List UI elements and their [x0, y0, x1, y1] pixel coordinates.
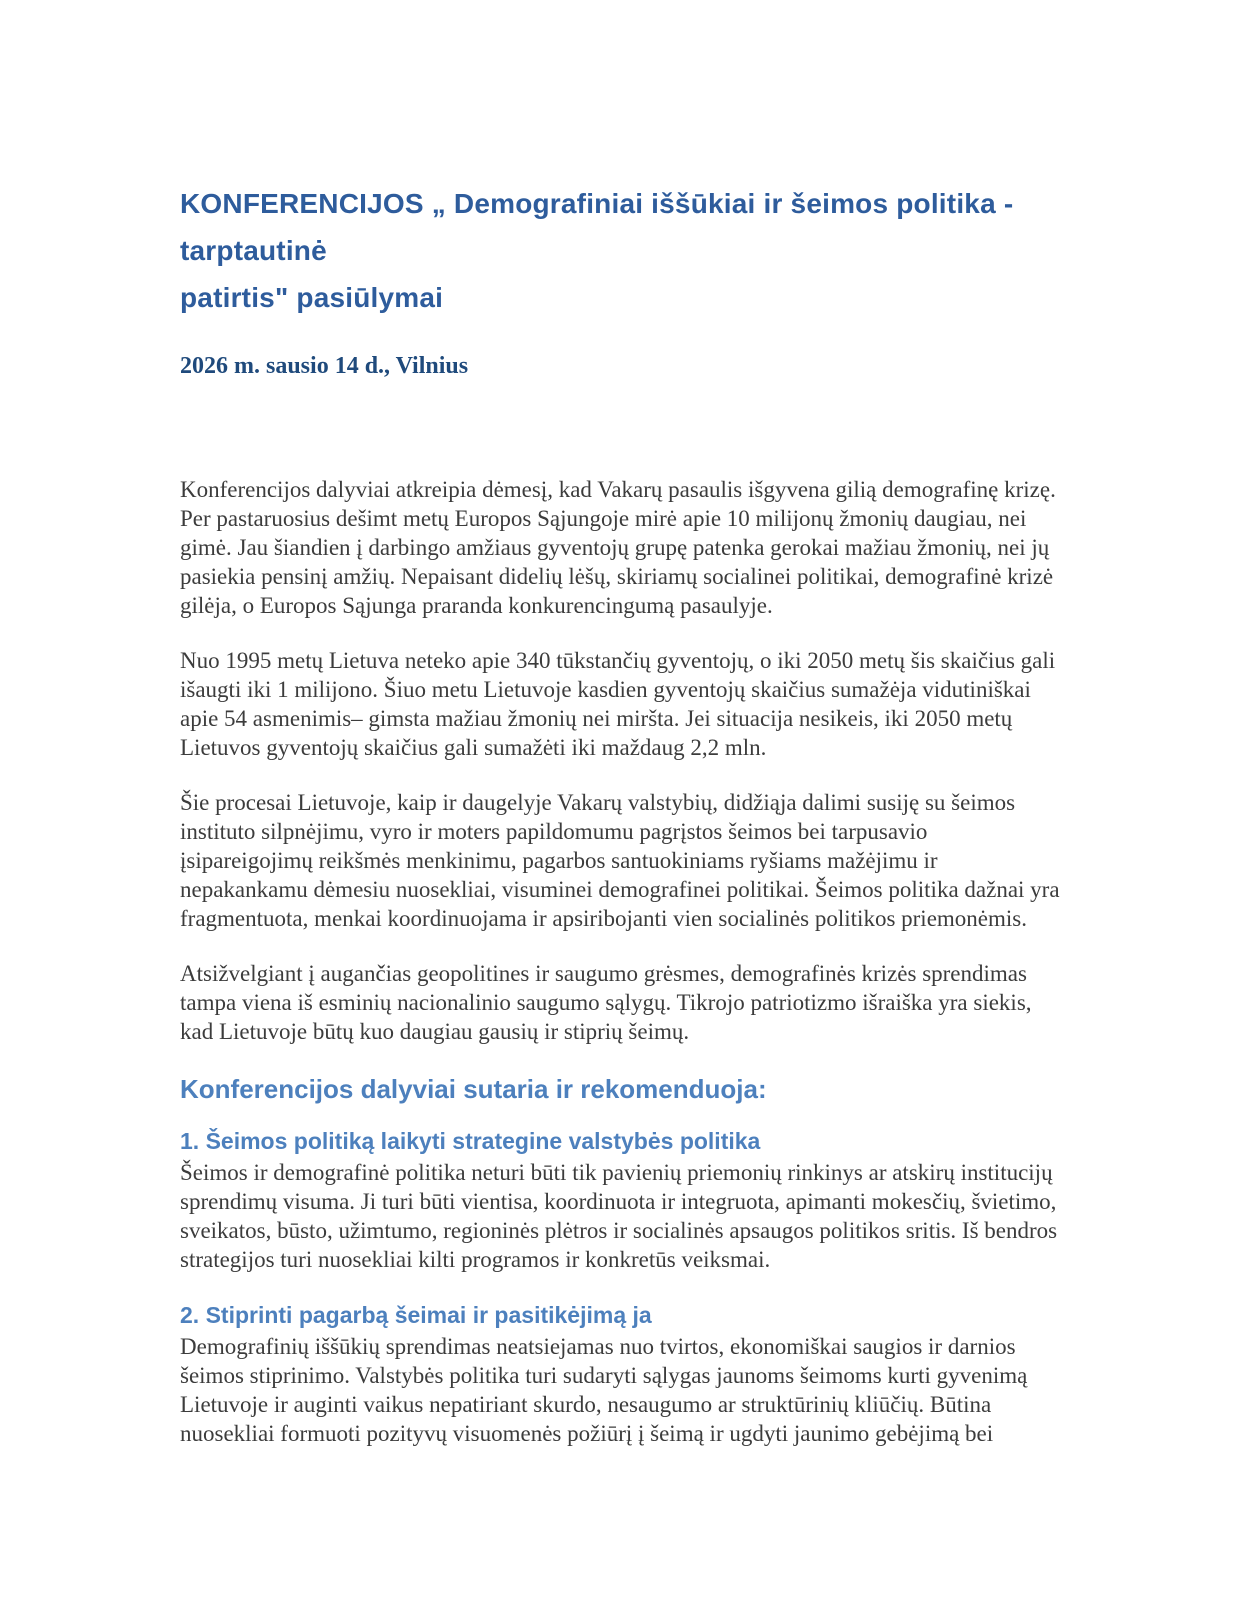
recommendation-2-body: Demografinių iššūkių sprendimas neatsiejamas nuo tvirtos, ekonomiškai saugios ir darnios šeimos stiprinimo. Valstybės politika turi sudaryti sąlygas jaunoms šeimoms kurti gyvenimą Lietuvoje ir auginti vaikus nepatiriant skurdo, nesaugumo ar struktūrinių kliūčių. Būtina nuosekliai formuoti pozityvų visuomenės požiūrį į šeimą ir ugdyti jaunimo gebėjimą bei	[180, 1334, 1028, 1446]
recommendation-1-heading: 1. Šeimos politiką laikyti strategine valstybės politika	[180, 1128, 761, 1154]
intro-paragraph-4: Atsižvelgiant į augančias geopolitines ir saugumo grėsmes, demografinės krizės sprendimas tampa viena iš esminių nacionalinio saugumo sąlygų. Tikrojo patriotizmo išraiška yra siekis, kad Lietuvoje būtų kuo daugiau gausių ir stiprių šeimų.	[180, 961, 1032, 1044]
document-title-line-2: patirtis" pasiūlymai	[180, 282, 444, 313]
intro-paragraph-1: Konferencijos dalyviai atkreipia dėmesį, kad Vakarų pasaulis išgyvena gilią demografinę krizę. Per pastaruosius dešimt metų Europos Sąjungoje mirė apie 10 milijonų žmonių daugiau, nei gimė. Jau šiandien į darbingo amžiaus gyventojų grupę patenka gerokai mažiau žmonių, nei jų pasiekia pensinį amžių. Nepaisant didelių lėšų, skiriamų socialinei politikai, demografinė krizė gilėja, o Europos Sąjunga praranda konkurencingumą pasaulyje.	[180, 477, 1056, 618]
recommendation-2-heading: 2. Stiprinti pagarbą šeimai ir pasitikėjimą ja	[180, 1302, 652, 1328]
intro-paragraph-2: Nuo 1995 metų Lietuva neteko apie 340 tūkstančių gyventojų, o iki 2050 metų šis skaičius gali išaugti iki 1 milijono. Šiuo metu Lietuvoje kasdien gyventojų skaičius sumažėja vidutiniškai apie 54 asmenimis– gimsta mažiau žmonių nei miršta. Jei situacija nesikeis, iki 2050 metų Lietuvos gyventojų skaičius gali sumažėti iki maždaug 2,2 mln.	[180, 648, 1056, 760]
recommendations-section-heading: Konferencijos dalyviai sutaria ir rekomenduoja:	[180, 1074, 767, 1104]
recommendation-1-body: Šeimos ir demografinė politika neturi būti tik pavienių priemonių rinkinys ar atskirų institucijų sprendimų visuma. Ji turi būti vientisa, koordinuota ir integruota, apimanti mokesčių, švietimo, sveikatos, būsto, užimtumo, regioninės plėtros ir socialinės apsaugos politikos sritis. Iš bendros strategijos turi nuosekliai kilti programos ir konkretūs veiksmai.	[180, 1160, 1058, 1272]
document-title-line-1: KONFERENCIJOS „ Demografiniai iššūkiai ir šeimos politika - tarptautinė	[180, 188, 1014, 266]
document-date: 2026 m. sausio 14 d., Vilnius	[180, 353, 469, 379]
intro-paragraph-3: Šie procesai Lietuvoje, kaip ir daugelyje Vakarų valstybių, didžiąja dalimi susiję su šeimos instituto silpnėjimu, vyro ir moters papildomumu pagrįstos šeimos bei tarpusavio įsipareigojimų reikšmės menkinimu, pagarbos santuokiniams ryšiams mažėjimu ir nepakankamu dėmesiu nuosekliai, visuminei demografinei politikai. Šeimos politika dažnai yra fragmentuota, menkai koordinuojama ir apsiribojanti vien socialinės politikos priemonėmis.	[180, 790, 1060, 931]
document-title	[180, 180, 1060, 321]
